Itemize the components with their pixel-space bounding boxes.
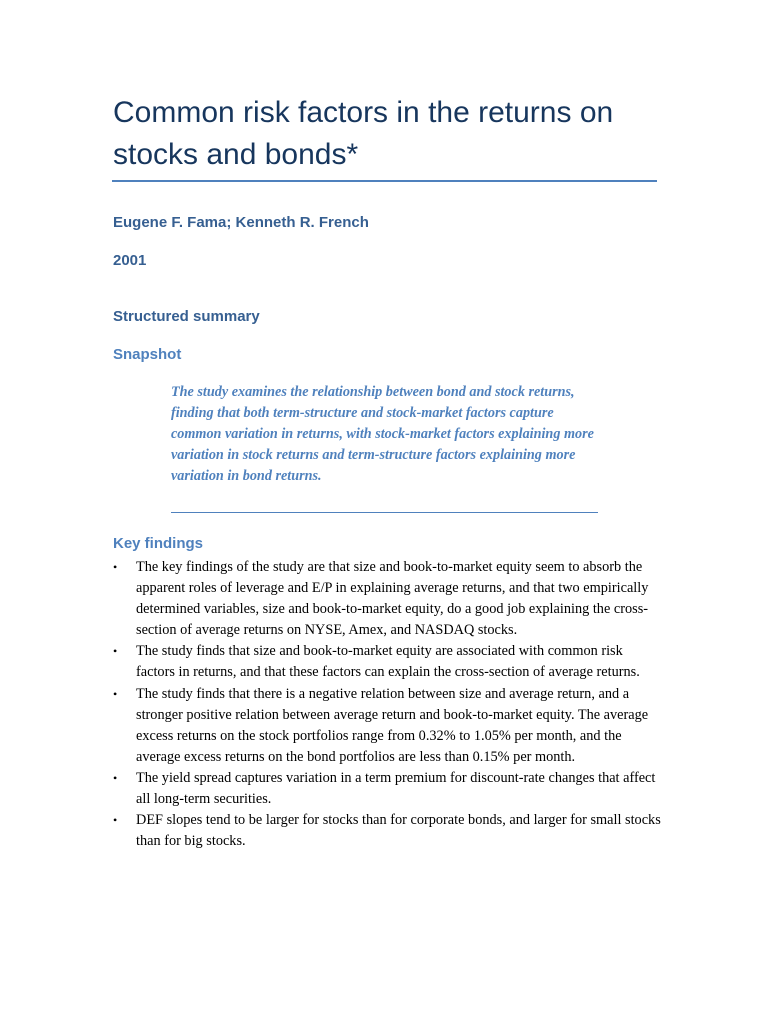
bullet-icon: • <box>113 770 118 785</box>
list-item <box>113 768 663 810</box>
document-title: Common risk factors in the returns on stocks and bonds* <box>113 96 614 171</box>
finding-text: DEF slopes tend to be larger for stocks than for corporate bonds, and larger for small stocks than for big stocks. <box>136 812 661 850</box>
bullet-icon: • <box>113 686 118 701</box>
snapshot-heading: Snapshot <box>113 346 182 363</box>
publication-year: 2001 <box>113 252 147 269</box>
bullet-icon: • <box>113 644 118 659</box>
list-item <box>113 557 663 641</box>
finding-text: The yield spread captures variation in a term premium for discount-rate changes that affect all long-term securities. <box>136 769 656 808</box>
title-underline <box>112 180 657 182</box>
key-findings-list <box>113 557 663 852</box>
list-item <box>113 810 663 852</box>
bullet-icon: • <box>113 813 118 828</box>
structured-summary-heading: Structured summary <box>113 308 260 325</box>
quote-underline <box>171 512 598 513</box>
snapshot-quote: The study examines the relationship between bond and stock returns, finding that both term-structure and stock-market factors capture common variation in returns, with stock-market factors explaining more variation in stock returns and term-structure factors explaining more variation in bond returns. <box>171 384 594 484</box>
finding-text: The key findings of the study are that size and book-to-market equity seem to absorb the apparent roles of leverage and E/P in explaining average returns, and that two empirically determined variables, size and book-to-market equity, do a good job explaining the cross-section of average returns on NYSE, Amex, and NASDAQ stocks. <box>136 559 649 639</box>
key-findings-heading: Key findings <box>113 535 204 552</box>
bullet-icon: • <box>113 560 118 574</box>
finding-text: The study finds that there is a negative relation between size and average return, and a stronger positive relation between average return and book-to-market equity. The average excess returns on the stock portfolios range from 0.32% to 1.05% per month, and the average excess returns on the bond portfolios are less than 0.15% per month. <box>136 685 649 765</box>
list-item <box>113 641 663 683</box>
finding-text: The study finds that size and book-to-market equity are associated with common risk factors in returns, and that these factors can explain the cross-section of average returns. <box>136 643 640 681</box>
list-item <box>113 684 663 768</box>
authors: Eugene F. Fama; Kenneth R. French <box>113 214 369 231</box>
